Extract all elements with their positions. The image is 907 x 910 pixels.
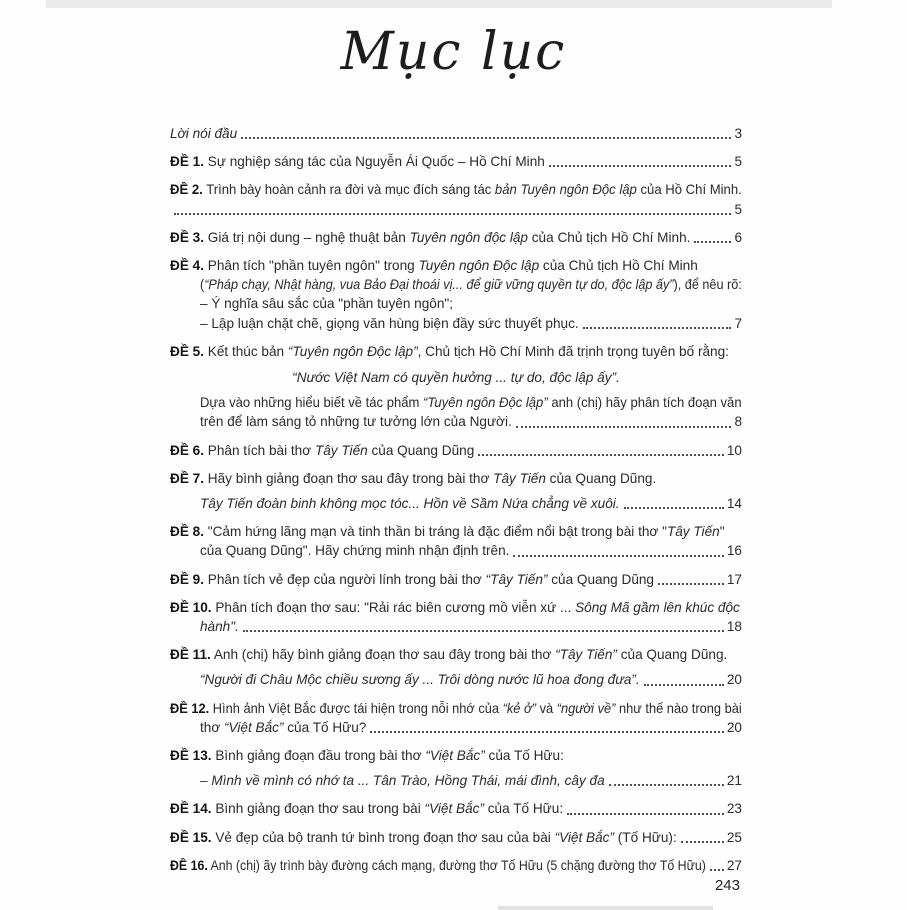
leader-dots: [658, 582, 724, 585]
entry-text-run: Bình giảng đoạn thơ sau trong bài: [211, 801, 425, 817]
toc-line: [170, 598, 742, 617]
toc-entry: [170, 256, 742, 333]
entry-text-run: “Tây Tiến”: [555, 647, 617, 663]
entry-text-run: của Tố Hữu:: [483, 801, 564, 817]
toc-title: Mục lục: [340, 22, 567, 82]
toc-line-text: [170, 342, 729, 361]
toc-line-text: [170, 598, 740, 617]
entry-label: ĐỀ 10.: [170, 599, 212, 615]
entry-text-run: “kẻ ở”: [502, 700, 537, 716]
entry-text-run: “Việt Bắc”: [424, 801, 484, 817]
toc-line: [170, 412, 742, 431]
toc-entry: [170, 598, 742, 636]
toc-line: [170, 393, 742, 412]
entry-text-run: "Cảm hứng lãng mạn và tinh thần bi tráng là đặc điểm nổi bật trong bài thơ ": [204, 524, 667, 540]
entry-label: ĐỀ 9.: [170, 571, 204, 587]
leader-dots: [370, 730, 724, 733]
entry-page-number: 27: [726, 857, 742, 873]
entry-text-run: Tây Tiến: [314, 442, 368, 458]
toc-line: [170, 256, 742, 275]
entry-text-run: của Quang Dũng.: [616, 647, 728, 663]
entry-label: ĐỀ 4.: [170, 258, 204, 274]
entry-page-number: 14: [726, 496, 742, 512]
entry-label: ĐỀ 8.: [170, 524, 204, 540]
entry-text-run: Tuyên ngôn Độc lập: [418, 258, 540, 274]
toc-line: [170, 294, 742, 313]
entry-text-run: của Chủ tịch Hồ Chí Minh: [539, 258, 698, 274]
toc-line-text: [200, 670, 640, 689]
leader-dots: [549, 164, 732, 167]
entry-text-run: anh (chị) hãy phân tích đoạn văn: [547, 395, 742, 411]
entry-text-run: , Chủ tịch Hồ Chí Minh đã trịnh trọng tuyên bố rằng:: [417, 343, 729, 359]
entry-label: ĐỀ 12.: [170, 700, 210, 716]
toc-line: [170, 180, 742, 199]
toc-line: [170, 314, 742, 333]
entry-label: ĐỀ 1.: [170, 154, 204, 170]
toc-line: [170, 799, 742, 818]
entry-text-run: Lời nói đầu: [170, 126, 238, 141]
entry-text-run: Tây Tiến: [493, 470, 546, 486]
entry-text-run: Sự nghiệp sáng tác của Nguyễn Ái Quốc – Hồ Chí Minh: [204, 154, 545, 170]
toc-line-text: [170, 228, 690, 247]
entry-label: ĐỀ 15.: [170, 829, 212, 845]
leader-dots: [710, 868, 724, 871]
toc-line-text: [200, 275, 742, 294]
entry-text-run: Hình ảnh Việt Bắc được tái hiện trong nỗi nhớ của: [209, 700, 503, 716]
scan-edge-artifact-bottom: [498, 906, 713, 910]
entry-page-number: 17: [726, 571, 742, 587]
toc-line-text: [200, 294, 453, 313]
entry-page-number: 21: [726, 773, 742, 789]
entry-text-run: trên để làm sáng tỏ những tư tưởng lớn của Người.: [200, 414, 512, 430]
entry-page-number: 5: [734, 201, 742, 217]
toc-line: [170, 275, 742, 294]
toc-line: [170, 152, 742, 171]
toc-line: [170, 200, 742, 219]
entry-text-run: của Tố Hữu:: [484, 748, 564, 764]
toc-line: [170, 645, 742, 664]
toc-entry: [170, 856, 742, 875]
entry-text-run: của Tố Hữu?: [283, 719, 367, 735]
entry-text-run: Anh (chị) hãy bình giảng đoạn thơ sau đây trong bài thơ: [210, 647, 556, 663]
toc-line-text: [170, 124, 237, 143]
toc-line-text: [200, 314, 579, 333]
leader-dots: [513, 554, 723, 557]
toc-entry: [170, 124, 742, 143]
toc-line-text: [170, 645, 727, 664]
leader-dots: [694, 240, 731, 243]
toc-entry: [170, 570, 742, 589]
toc-entry: [170, 522, 742, 560]
toc-line: [170, 494, 742, 513]
entry-text-run: “Tây Tiến”: [485, 571, 548, 587]
leader-dots: [644, 683, 724, 686]
leader-dots: [681, 840, 724, 843]
entry-text-run: (Tố Hữu):: [614, 829, 677, 845]
toc-line-text: [170, 699, 742, 718]
toc-line: [170, 746, 742, 765]
toc-line-text: [200, 494, 620, 513]
toc-line-text: [170, 856, 706, 875]
entry-page-number: 20: [726, 672, 742, 688]
toc-line: [170, 771, 742, 790]
toc-line-text: [170, 152, 545, 171]
toc-line-text: [200, 412, 512, 431]
entry-text-run: Trình bày hoàn cảnh ra đời và mục đích sáng tác: [202, 182, 495, 198]
entry-text-run: Kết thúc bản: [204, 343, 288, 359]
entry-text-run: của Quang Dũng: [547, 571, 654, 587]
entry-label: ĐỀ 14.: [170, 801, 212, 817]
toc-entry: [170, 228, 742, 247]
toc-line: [170, 828, 742, 847]
entry-label: ĐỀ 6.: [170, 442, 204, 458]
entry-text-run: – Lập luận chặt chẽ, giọng văn hùng biện đầy sức thuyết phục.: [200, 315, 579, 331]
toc-entry: [170, 180, 742, 218]
toc-line-text: [292, 368, 620, 387]
leader-dots: [609, 783, 724, 786]
toc-line: [170, 670, 742, 689]
entry-page-number: 10: [726, 442, 742, 458]
entry-text-run: ), để nêu rõ:: [673, 277, 742, 293]
toc-line-text: [170, 828, 677, 847]
entry-page-number: 8: [734, 414, 742, 430]
toc-line: [170, 124, 742, 143]
toc-entry: [170, 746, 742, 790]
toc-line-text: [200, 617, 239, 636]
toc-line: [170, 718, 742, 737]
entry-label: ĐỀ 2.: [170, 182, 203, 198]
leader-dots: [624, 506, 724, 509]
toc-line-text: [170, 441, 474, 460]
entry-text-run: Vẻ đẹp của bộ tranh tứ bình trong đoạn thơ sau của bài: [211, 829, 555, 845]
entry-text-run: Phân tích bài thơ: [204, 442, 315, 458]
entry-text-run: (: [200, 277, 205, 293]
entry-label: ĐỀ 5.: [170, 343, 204, 359]
entry-text-run: Tây Tiến đoàn binh không mọc tóc... Hồn về Sầm Nứa chẳng về xuôi.: [200, 496, 620, 512]
entry-text-run: Hãy bình giảng đoạn thơ sau đây trong bài thơ: [204, 470, 494, 486]
toc-entry: [170, 828, 742, 847]
toc-line-text: [200, 771, 605, 790]
entry-text-run: “người về”: [556, 700, 616, 716]
toc-line: [170, 441, 742, 460]
toc-line-text: [170, 746, 564, 765]
toc-line-text: [200, 541, 509, 560]
entry-text-run: Dựa vào những hiểu biết về tác phẩm: [200, 395, 424, 411]
entry-text-run: “Nước Việt Nam có quyền hưởng ... tự do, độc lập ấy”.: [292, 370, 620, 386]
leader-dots: [583, 326, 732, 329]
entry-text-run: Bình giảng đoạn đầu trong bài thơ: [211, 748, 426, 764]
toc-line: [170, 856, 742, 875]
entry-page-number: 6: [734, 229, 742, 245]
entry-text-run: “Tuyên ngôn Độc lập”: [287, 343, 418, 359]
leader-dots: [567, 812, 724, 815]
entry-page-number: 18: [726, 619, 742, 635]
toc-line: [170, 541, 742, 560]
entry-page-number: 25: [726, 829, 742, 845]
entry-page-number: 3: [734, 126, 742, 141]
entry-text-run: Tây Tiến: [666, 524, 720, 540]
entry-text-run: “Người đi Châu Mộc chiều sương ấy ... Trôi dòng nước lũ hoa đong đưa”.: [200, 672, 640, 688]
toc-entry: [170, 342, 742, 432]
entry-text-run: Sông Mã gầm lên khúc độc: [575, 599, 740, 615]
entry-label: ĐỀ 16.: [170, 857, 208, 873]
entry-text-run: “Tuyên ngôn Độc lập”: [423, 395, 548, 411]
entry-text-run: của Quang Dũng.: [545, 470, 657, 486]
entry-text-run: “Pháp chạy, Nhật hàng, vua Bảo Đại thoái vị... để giữ vững quyền tự do, độc lập ấy”: [204, 277, 674, 293]
entry-text-run: – Ý nghĩa sâu sắc của "phần tuyên ngôn";: [200, 296, 454, 312]
entry-label: ĐỀ 13.: [170, 748, 212, 764]
entry-page-number: 16: [726, 543, 742, 559]
entry-label: ĐỀ 7.: [170, 470, 204, 486]
entry-text-run: Phân tích đoạn thơ sau: "Rải rác biên cương mồ viễn xứ ...: [211, 599, 576, 615]
leader-dots: [241, 136, 731, 139]
toc-line-text: [170, 522, 725, 541]
entry-text-run: của Quang Dũng". Hãy chứng minh nhận định trên.: [200, 543, 510, 559]
toc-line-text: [200, 718, 366, 737]
toc-line: [170, 570, 742, 589]
entry-text-run: hành".: [200, 619, 239, 635]
toc-entry: [170, 699, 742, 737]
entry-text-run: của Hồ Chí Minh.: [636, 182, 742, 198]
toc-entry: [170, 469, 742, 513]
entry-text-run: Anh (chị) ãy trình bày đường cách mạng, đường thơ Tố Hữu (5 chặng đường thơ Tố Hữu): [207, 857, 706, 873]
toc-line-text: [170, 180, 742, 199]
entry-page-number: 7: [734, 315, 742, 331]
toc-line-text: [200, 393, 742, 412]
entry-text-run: bản Tuyên ngôn Độc lập: [494, 182, 637, 198]
entry-text-run: Phân tích vẻ đẹp của người lính trong bài thơ: [204, 571, 486, 587]
entry-text-run: của Chủ tịch Hồ Chí Minh.: [527, 229, 691, 245]
toc-line: [170, 342, 742, 361]
entry-text-run: và: [536, 700, 557, 716]
entry-text-run: như thế nào trong bài: [615, 700, 742, 716]
toc-line-text: [170, 256, 698, 275]
scan-edge-artifact-top: [46, 0, 832, 8]
entry-text-run: “Việt Bắc”: [425, 748, 485, 764]
toc-entry: [170, 645, 742, 689]
entry-text-run: của Quang Dũng: [367, 442, 475, 458]
entry-text-run: – Mình về mình có nhớ ta ... Tân Trào, Hồng Thái, mái đình, cây đa: [200, 773, 605, 789]
entry-text-run: thơ: [200, 719, 225, 735]
entry-text-run: ": [719, 524, 725, 540]
entry-text-run: “Việt Bắc”: [554, 829, 614, 845]
toc-line: [170, 368, 742, 387]
toc-line: [170, 469, 742, 488]
leader-dots: [243, 629, 724, 632]
leader-dots: [478, 453, 724, 456]
entry-page-number: 5: [734, 154, 742, 170]
leader-dots: [516, 425, 732, 428]
entry-label: ĐỀ 11.: [170, 647, 211, 663]
toc-entry: [170, 799, 742, 818]
entry-label: ĐỀ 3.: [170, 229, 204, 245]
toc-line-text: [170, 799, 563, 818]
toc-line: [170, 699, 742, 718]
footer-page-number: 243: [714, 877, 740, 894]
toc-line: [170, 228, 742, 247]
entry-text-run: “Việt Bắc”: [224, 719, 284, 735]
entry-text-run: Phân tích "phần tuyên ngôn" trong: [204, 258, 419, 274]
toc-line-text: [170, 570, 654, 589]
leader-dots: [174, 212, 731, 215]
entry-page-number: 20: [726, 719, 742, 735]
toc-line: [170, 617, 742, 636]
toc-line: [170, 522, 742, 541]
entry-text-run: Tuyên ngôn độc lập: [409, 229, 528, 245]
toc-entry: [170, 441, 742, 460]
entry-text-run: Giá trị nội dung – nghệ thuật bản: [204, 229, 410, 245]
toc-entry: [170, 152, 742, 171]
toc-entries: [170, 124, 742, 884]
toc-line-text: [170, 469, 656, 488]
entry-page-number: 23: [726, 801, 742, 817]
